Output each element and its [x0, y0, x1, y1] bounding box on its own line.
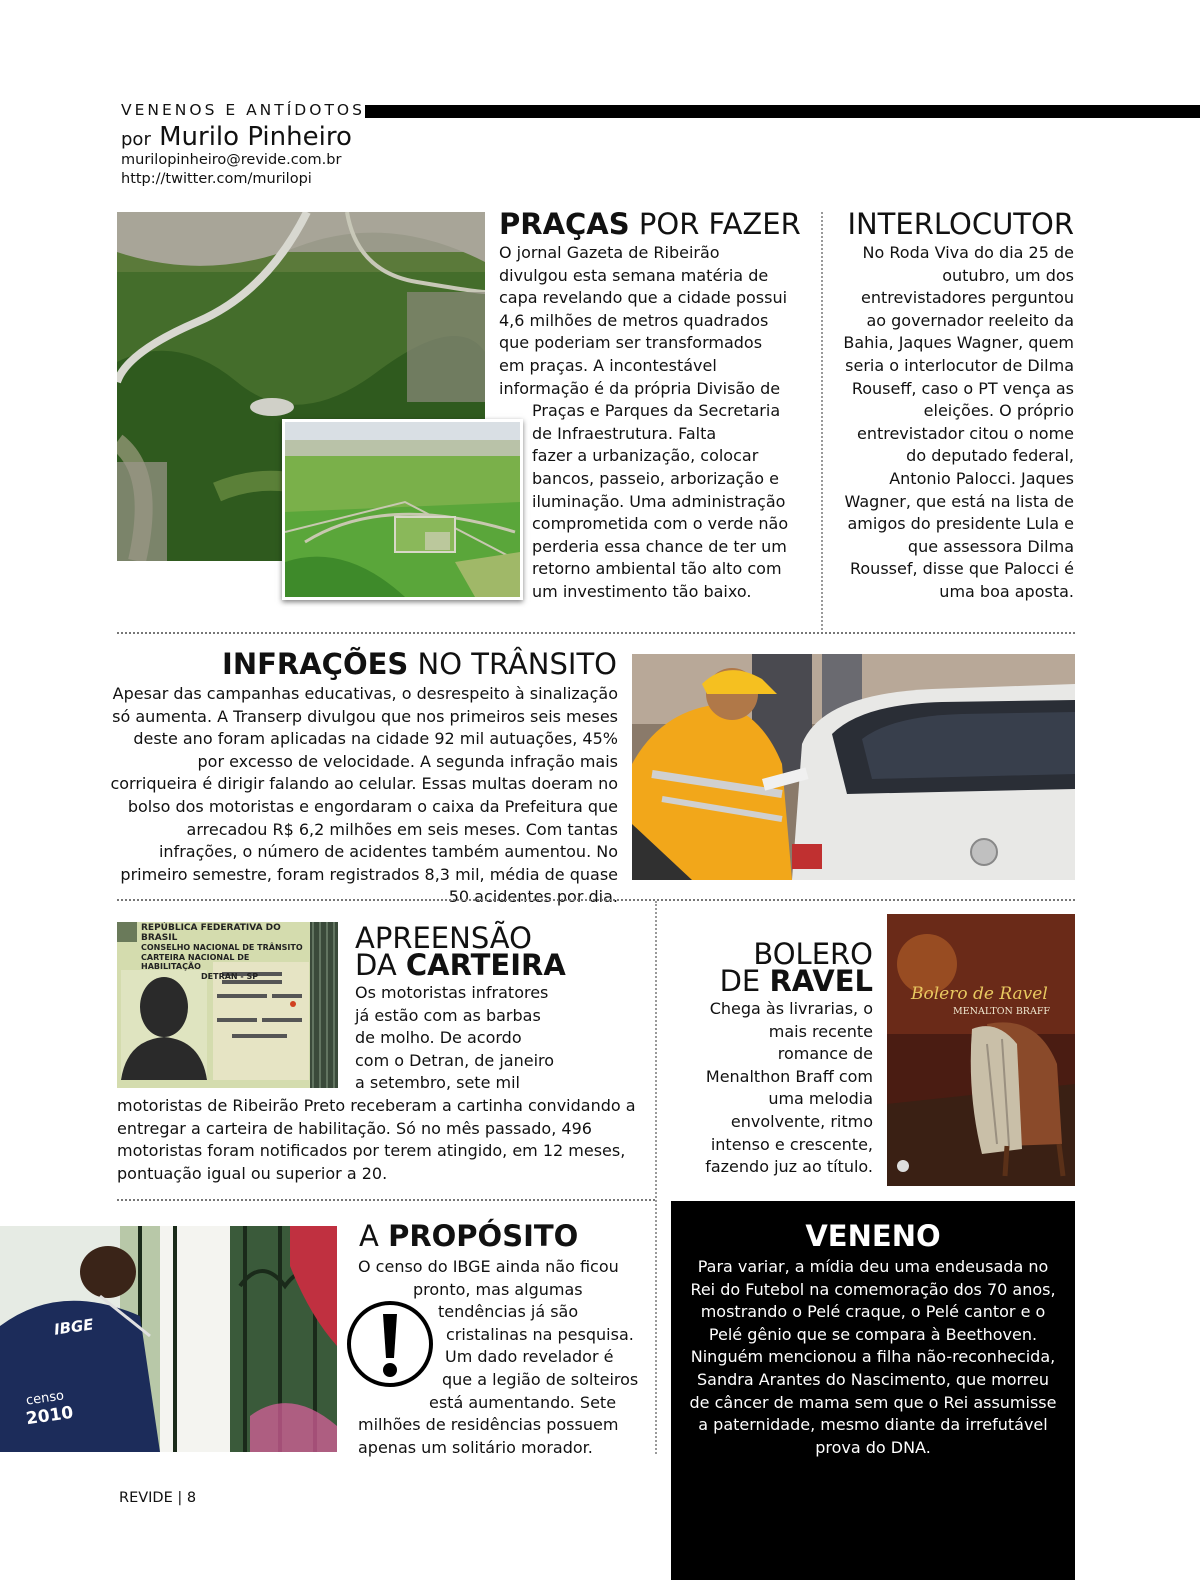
apreensao-body-continued: motoristas de Ribeirão Preto receberam a cartinha convidando a entregar a carteira de habilitação. Só no mês passado, 496 motoristas foram notificados por terem atingido, em 12 meses, pontuação igual ou superior a 20.	[117, 1096, 636, 1183]
aerial-photo-green-area	[282, 419, 523, 600]
card-heading: REPÚBLICA FEDERATIVA DO BRASIL	[141, 923, 281, 943]
book-cover	[887, 914, 1075, 1186]
traffic-agent-photo	[632, 654, 1075, 880]
vest-census-year: 2010	[24, 1402, 75, 1430]
ibge-census-photo	[0, 1226, 337, 1452]
book-cover-title: Bolero de Ravel	[911, 984, 1048, 1004]
infracoes-body: Apesar das campanhas educativas, o desrespeito à sinalização só aumenta. A Transerp divulgou que nos primeiros seis meses deste ano foram aplicadas na cidade 92 mil autuações, 45% por excesso de velocidade. A segunda infração mais corriqueira é dirigir falando ao celular. Essas multas doeram no bolso dos motoristas e engordaram o caixa da Prefeitura que arrecadou R$ 6,2 milhões em seis meses. Com tantas infrações, o número de acidentes também aumentou. No primeiro semestre, foram registrados 8,3 mil, média de quase 50 acidentes por dia.	[110, 684, 618, 907]
proposito-title: A PROPÓSITO	[359, 1219, 579, 1253]
proposito-body: O censo do IBGE ainda não ficou pronto, mas algumas tendências já são cristalinas na pesquisa. Um dado revelador é que a legião de solteiros está aumentando. Sete milhões de residências possuem apenas um solitário morador.	[358, 1257, 639, 1457]
infracoes-title: INFRAÇÕES NO TRÂNSITO	[222, 647, 617, 681]
header-bar	[365, 105, 1200, 118]
column-divider	[821, 212, 823, 630]
bolero-title: BOLERO DE RAVEL	[719, 937, 873, 998]
veneno-body: Para variar, a mídia deu uma endeusada no Rei do Futebol na comemoração dos 70 anos, mostrando o Pelé craque, o Pelé cantor e o Pelé gênio que se compara à Beethoven. Ninguém mencionou a filha não-reconhecida, Sandra Arantes do Nascimento, que morreu de câncer de mama sem que o Rei assumisse a paternidade, mesmo diante da irrefutável prova do DNA.	[689, 1257, 1057, 1457]
section-divider	[117, 899, 1075, 901]
section-divider	[117, 632, 1075, 634]
book-cover-author: MENALTON BRAFF	[953, 1006, 1051, 1017]
apreensao-title: APREENSÃO DA CARTEIRA	[355, 921, 566, 982]
vest-logo: IBGE	[52, 1315, 95, 1339]
byline	[121, 122, 352, 152]
card-subheading: CARTEIRA NACIONAL DE HABILITAÇÃO	[141, 952, 250, 971]
drivers-license-image	[117, 922, 338, 1088]
author-name: Murilo Pinheiro	[159, 122, 352, 152]
pracas-title: PRAÇAS POR FAZER	[499, 207, 801, 241]
author-email[interactable]: murilopinheiro@revide.com.br	[121, 152, 342, 168]
interlocutor-title: INTERLOCUTOR	[847, 207, 1074, 241]
card-subheading: CONSELHO NACIONAL DE TRÂNSITO	[141, 943, 303, 952]
interlocutor-body: No Roda Viva do dia 25 de outubro, um dos entrevistadores perguntou ao governador reeleito da Bahia, Jaques Wagner, quem seria o interlocutor de Dilma Rouseff, caso o PT vença as eleições. O próprio entrevistador citou o nome do deputado federal, Antonio Palocci. Jaques Wagner, que está na lista de amigos do presidente Lula e que assessora Dilma Roussef, disse que Palocci é uma boa aposta.	[843, 243, 1074, 601]
pracas-body: O jornal Gazeta de Ribeirão divulgou esta semana matéria de capa revelando que a cidade possui 4,6 milhões de metros quadrados que poderiam ser transformados em praças. A incontestável informação é da própria Divisão de Praças e Parques da Secretaria de Infraestrutura. Falta fazer a urbanização, colocar bancos, passeio, arborização e iluminação. Uma administração comprometida com o verde não perderia essa chance de ter um retorno ambiental tão alto com um investimento tão baixo.	[499, 243, 789, 601]
card-issuer: DETRAN - SP	[201, 971, 259, 981]
vest-census-word: censo	[25, 1388, 65, 1409]
section-divider	[117, 1199, 655, 1201]
page-footer: REVIDE | 8	[119, 1490, 197, 1506]
veneno-title: VENENO	[805, 1219, 941, 1253]
apreensao-body: Os motoristas infratores já estão com as barbas de molho. De acordo com o Detran, de janeiro a setembro, sete mil	[355, 983, 555, 1093]
byline-prefix: por	[121, 129, 151, 150]
section-title: VENENOS E ANTÍDOTOS	[121, 101, 365, 119]
bolero-body: Chega às livrarias, o mais recente romance de Menalthon Braff com uma melodia envolvente, ritmo intenso e crescente, fazendo juz ao título.	[705, 999, 873, 1177]
author-twitter[interactable]: http://twitter.com/murilopi	[121, 171, 312, 187]
